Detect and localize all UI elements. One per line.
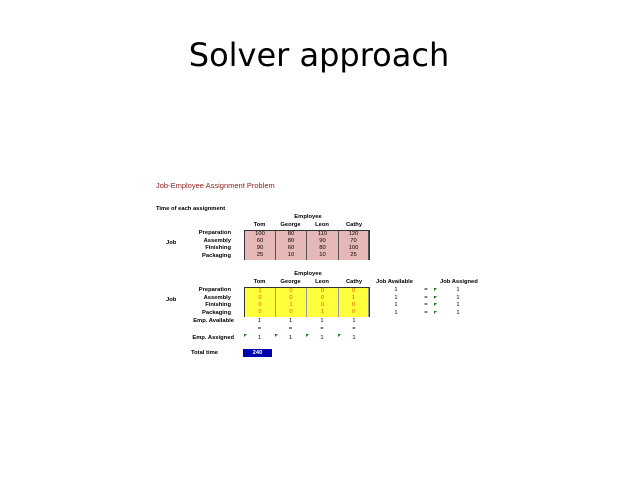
row-label-preparation-2: Preparation [198, 287, 231, 293]
total-time-value: 240 [243, 349, 272, 357]
emp-assigned-value: 1 [352, 335, 356, 341]
time-cell: 25 [245, 252, 276, 260]
assignment-cell[interactable]: 1 [245, 288, 276, 296]
time-cell: 80 [276, 238, 307, 246]
job-assigned-value: 1 [456, 294, 460, 301]
formula-flag-icon [434, 288, 437, 291]
employee-header-2: Employee [294, 271, 322, 277]
equals-sign: = [424, 287, 428, 293]
assignment-cell[interactable]: 0 [307, 295, 339, 303]
job-available-value: 1 [394, 287, 398, 293]
assignment-cell[interactable]: 0 [276, 288, 307, 296]
equals-sign: = [288, 326, 293, 332]
employee-header-1: Employee [294, 214, 322, 220]
time-cell: 10 [307, 252, 339, 260]
emp-available-value: 1 [257, 318, 262, 324]
emp-available-label: Emp. Available [193, 318, 234, 324]
assignment-cell[interactable]: 0 [245, 302, 276, 310]
job-assigned-value: 1 [456, 287, 460, 293]
assignment-table [244, 287, 370, 317]
assignment-cell[interactable]: 0 [276, 309, 307, 317]
assignment-cell[interactable]: 0 [307, 288, 339, 296]
row-label-assembly-2: Assembly [203, 294, 231, 301]
assignment-cell[interactable]: 0 [276, 295, 307, 303]
time-cell: 60 [276, 245, 307, 253]
time-cell: 100 [339, 245, 369, 253]
job-available-value: 1 [394, 294, 398, 301]
col-header-tom-2: Tom [253, 279, 266, 285]
col-header-george: George [280, 222, 301, 228]
equals-sign: = [424, 302, 428, 308]
equals-sign: = [320, 326, 324, 332]
row-label-packaging-2: Packaging [202, 309, 231, 316]
total-time-label: Total time [191, 350, 218, 356]
equals-sign: = [257, 326, 262, 332]
row-label-preparation: Preparation [198, 230, 231, 236]
emp-available-value: 1 [320, 318, 324, 324]
formula-flag-icon [434, 311, 437, 314]
col-header-tom: Tom [253, 222, 266, 228]
time-cell: 60 [245, 238, 276, 246]
col-header-leon: Leon [315, 222, 329, 228]
equals-sign: = [424, 294, 428, 301]
job-assigned-value: 1 [456, 302, 460, 308]
row-label-finishing: Finishing [205, 245, 231, 251]
emp-assigned-value: 1 [320, 335, 324, 341]
job-available-header: Job Available [376, 279, 413, 285]
job-assigned-value: 1 [456, 309, 460, 316]
job-label-2: Job [166, 297, 177, 303]
row-label-packaging: Packaging [202, 252, 231, 259]
assignment-cell[interactable]: 1 [307, 309, 339, 317]
time-cell: 90 [307, 238, 339, 246]
time-table [244, 230, 370, 260]
col-header-cathy-2: Cathy [345, 279, 363, 285]
col-header-cathy: Cathy [345, 222, 363, 228]
equals-sign: = [352, 326, 356, 332]
emp-assigned-value: 1 [257, 335, 262, 341]
col-header-george-2: George [280, 279, 301, 285]
assignment-cell[interactable]: 1 [339, 295, 369, 303]
time-cell: 80 [307, 245, 339, 253]
job-assigned-header: Job Assigned [440, 279, 478, 285]
assignment-cell[interactable]: 1 [276, 302, 307, 310]
equals-sign: = [424, 309, 428, 316]
assignment-cell[interactable]: 0 [245, 309, 276, 317]
row-label-assembly: Assembly [203, 237, 231, 244]
assignment-cell[interactable]: 0 [245, 295, 276, 303]
assignment-cell[interactable]: 0 [307, 302, 339, 310]
emp-available-value: 1 [288, 318, 293, 324]
time-cell: 70 [339, 238, 369, 246]
job-label-1: Job [166, 240, 177, 246]
assignment-cell[interactable]: 0 [339, 309, 369, 317]
time-label: Time of each assignment [156, 206, 226, 212]
emp-assigned-value: 1 [288, 335, 293, 341]
assignment-cell[interactable]: 0 [339, 288, 369, 296]
job-available-value: 1 [394, 302, 398, 308]
col-header-leon-2: Leon [315, 279, 329, 285]
assignment-cell[interactable]: 0 [339, 302, 369, 310]
slide-title: Solver approach [188, 36, 450, 74]
time-cell: 110 [307, 231, 339, 239]
emp-available-value: 1 [352, 318, 356, 324]
job-available-value: 1 [394, 309, 398, 316]
formula-flag-icon [434, 303, 437, 306]
row-label-finishing-2: Finishing [205, 302, 231, 308]
time-cell: 120 [339, 231, 369, 239]
formula-flag-icon [434, 296, 437, 299]
emp-assigned-label: Emp. Assigned [192, 335, 234, 341]
time-cell: 10 [276, 252, 307, 260]
time-cell: 100 [245, 231, 276, 239]
time-cell: 90 [245, 245, 276, 253]
time-cell: 80 [276, 231, 307, 239]
time-cell: 25 [339, 252, 369, 260]
sheet-title: Job-Employee Assignment Problem [156, 181, 275, 190]
